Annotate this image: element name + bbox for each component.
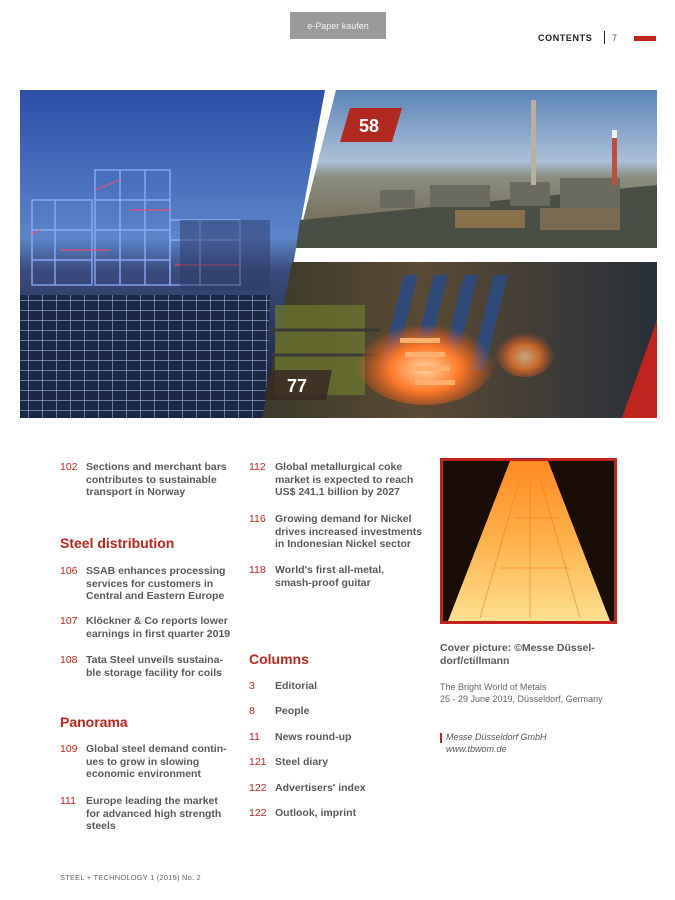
section-heading-columns: Columns [249,651,309,667]
cover-photo [440,458,617,624]
page-number: 7 [612,33,618,43]
toc-entry[interactable] [249,756,328,769]
toc-entry[interactable] [60,654,223,679]
toc-page-number: 8 [249,705,255,717]
toc-page-number: 118 [249,564,266,576]
divider [604,31,605,44]
toc-page-number: 108 [60,654,78,666]
toc-title: Editorial [275,680,318,692]
toc-entry[interactable] [249,731,351,744]
toc-title: News round-up [275,731,352,743]
toc-title: Global metallurgical coke market is expected to reach US$ 241.1 billion by 2027 [275,461,414,498]
toc-title: SSAB enhances processing services for customers in Central and Eastern Europe [86,565,226,602]
toc-entry[interactable] [249,564,384,589]
toc-title: Klöckner & Co reports lower earnings in first quarter 2019 [86,615,231,640]
toc-entry[interactable] [60,615,230,640]
footer-journal-info: STEEL + TECHNOLOGY 1 (2019) No. 2 [60,873,201,882]
cover-caption: Cover picture: ©Messe Düssel- dorf/ctillmann [440,642,595,667]
photo-mosaic [0,90,675,420]
toc-page-number: 122 [249,782,267,794]
toc-entry[interactable] [60,743,227,781]
website-link[interactable]: www.tbwom.de [446,744,507,754]
toc-entry[interactable] [249,782,366,795]
accent-bar [440,733,442,743]
toc-title: Advertisers' index [275,782,366,794]
event-info: The Bright World of Metals 25 - 29 June 2019, Düsseldorf, Germany [440,682,603,704]
toc-page-number: 121 [249,756,267,768]
toc-title: Global steel demand contin- ues to grow in slowing economic environment [86,743,227,780]
toc-entry[interactable] [249,461,413,499]
toc-page-number: 102 [60,461,78,473]
toc-entry[interactable] [60,565,225,603]
epaper-buy-button[interactable]: e-Paper kaufen [290,12,386,39]
toc-page-number: 111 [60,795,76,807]
toc-title: People [275,705,310,717]
toc-title: Tata Steel unveils sustaina- ble storage facility for coils [86,654,223,679]
toc-page-number: 107 [60,615,78,627]
toc-title: Outlook, imprint [275,807,357,819]
toc-title: Steel diary [275,756,329,768]
toc-title: World's first all-metal, smash-proof guitar [275,564,385,589]
toc-entry[interactable] [60,461,227,499]
toc-page-number: 11 [249,731,260,743]
page-badge-58-label: 58 [358,116,380,136]
toc-page-number: 116 [249,513,266,525]
toc-page-number: 106 [60,565,78,577]
toc-page-number: 122 [249,807,267,819]
toc-page-number: 112 [249,461,266,473]
toc-title: Sections and merchant bars contributes to sustainable transport in Norway [86,461,227,498]
section-heading-steel-distribution: Steel distribution [60,535,175,551]
contents-heading: CONTENTS [538,33,593,43]
photo-credit: Messe Düsseldorf GmbH www.tbwom.de [446,732,547,754]
toc-page-number: 109 [60,743,78,755]
toc-entry[interactable] [249,513,422,551]
toc-entry[interactable] [249,807,356,820]
page-badge-77-label: 77 [286,376,308,396]
toc-entry[interactable] [60,795,221,833]
toc-entry[interactable] [249,705,309,718]
toc-page-number: 3 [249,680,255,692]
toc-title: Growing demand for Nickel drives increased investments in Indonesian Nickel sector [275,513,423,550]
accent-bar [634,36,656,41]
toc-title: Europe leading the market for advanced high strength steels [86,795,222,832]
section-heading-panorama: Panorama [60,714,128,730]
toc-entry[interactable] [249,680,317,693]
